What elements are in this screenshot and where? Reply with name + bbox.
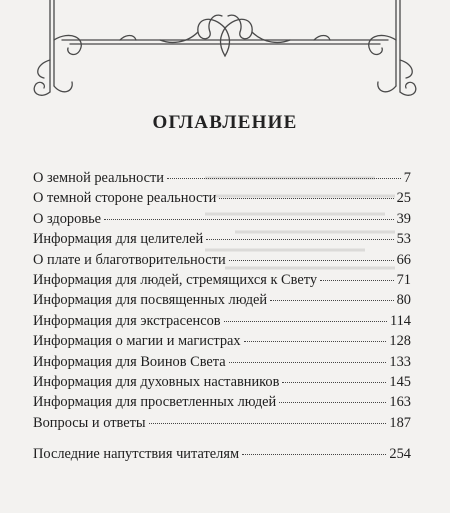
dot-leader <box>229 260 394 261</box>
toc-entry-title: Последние напутствия читателям <box>33 446 240 463</box>
toc-entry-page-number: 71 <box>396 271 411 288</box>
toc-entry-page-number: 25 <box>396 190 411 207</box>
toc-entry-page-number: 128 <box>389 333 411 350</box>
toc-entry-title: О здоровье <box>33 210 102 227</box>
dot-leader <box>279 402 386 403</box>
toc-entry-page-number: 133 <box>389 353 411 370</box>
toc-entry-page-number: 145 <box>389 373 411 390</box>
toc-entry <box>33 229 411 249</box>
toc-entry <box>33 188 411 208</box>
table-of-contents <box>33 168 411 464</box>
dot-leader <box>104 219 394 220</box>
toc-entry-page-number: 66 <box>396 251 411 268</box>
toc-entry <box>33 331 411 351</box>
dot-leader <box>270 300 393 301</box>
toc-entry-page-number: 114 <box>389 312 411 329</box>
toc-entry-title: Информация для просветленных людей <box>33 394 277 411</box>
toc-entry-page-number: 254 <box>389 446 411 463</box>
toc-entry <box>33 372 411 392</box>
toc-entry-page-number: 53 <box>396 231 411 248</box>
toc-entry-page-number: 80 <box>396 292 411 309</box>
page-title: ОГЛАВЛЕНИЕ <box>152 112 298 133</box>
dot-leader <box>320 280 394 281</box>
toc-entry <box>33 444 411 464</box>
toc-entry-title: Информация для духовных наставников <box>33 373 280 390</box>
toc-entry <box>33 270 411 290</box>
dot-leader <box>149 423 387 424</box>
dot-leader <box>282 382 386 383</box>
toc-entry <box>33 209 411 229</box>
toc-entry-title: Информация для экстрасенсов <box>33 312 221 329</box>
toc-entry <box>33 352 411 372</box>
toc-entry <box>33 290 411 310</box>
toc-entry-title: Информация для людей, стремящихся к Свету <box>33 271 318 288</box>
toc-entry-title: Информация для Воинов Света <box>33 353 226 370</box>
toc-entry-title: О плате и благотворительности <box>33 251 226 268</box>
dot-leader <box>242 454 386 455</box>
toc-entry-page-number: 39 <box>396 210 411 227</box>
toc-entry <box>33 168 411 188</box>
toc-entry-title: О темной стороне реальности <box>33 190 217 207</box>
toc-entry <box>33 311 411 331</box>
toc-entry-page-number: 7 <box>403 170 411 186</box>
toc-entry-page-number: 163 <box>389 394 411 411</box>
dot-leader <box>224 321 387 322</box>
toc-entry-title: Информация для целителей <box>33 231 204 248</box>
toc-entry <box>33 392 411 412</box>
dot-leader <box>229 362 387 363</box>
toc-entry-page-number: 187 <box>389 414 411 431</box>
toc-entry-title: О земной реальности <box>33 170 165 186</box>
dot-leader <box>206 239 393 240</box>
toc-entry <box>33 413 411 433</box>
dot-leader <box>244 341 387 342</box>
dot-leader <box>167 178 401 179</box>
toc-entry-title: Вопросы и ответы <box>33 414 146 431</box>
toc-entry-title: Информация для посвященных людей <box>33 292 268 309</box>
toc-entry-title: Информация о магии и магистрах <box>33 333 241 350</box>
toc-entry <box>33 250 411 270</box>
dot-leader <box>219 198 393 199</box>
